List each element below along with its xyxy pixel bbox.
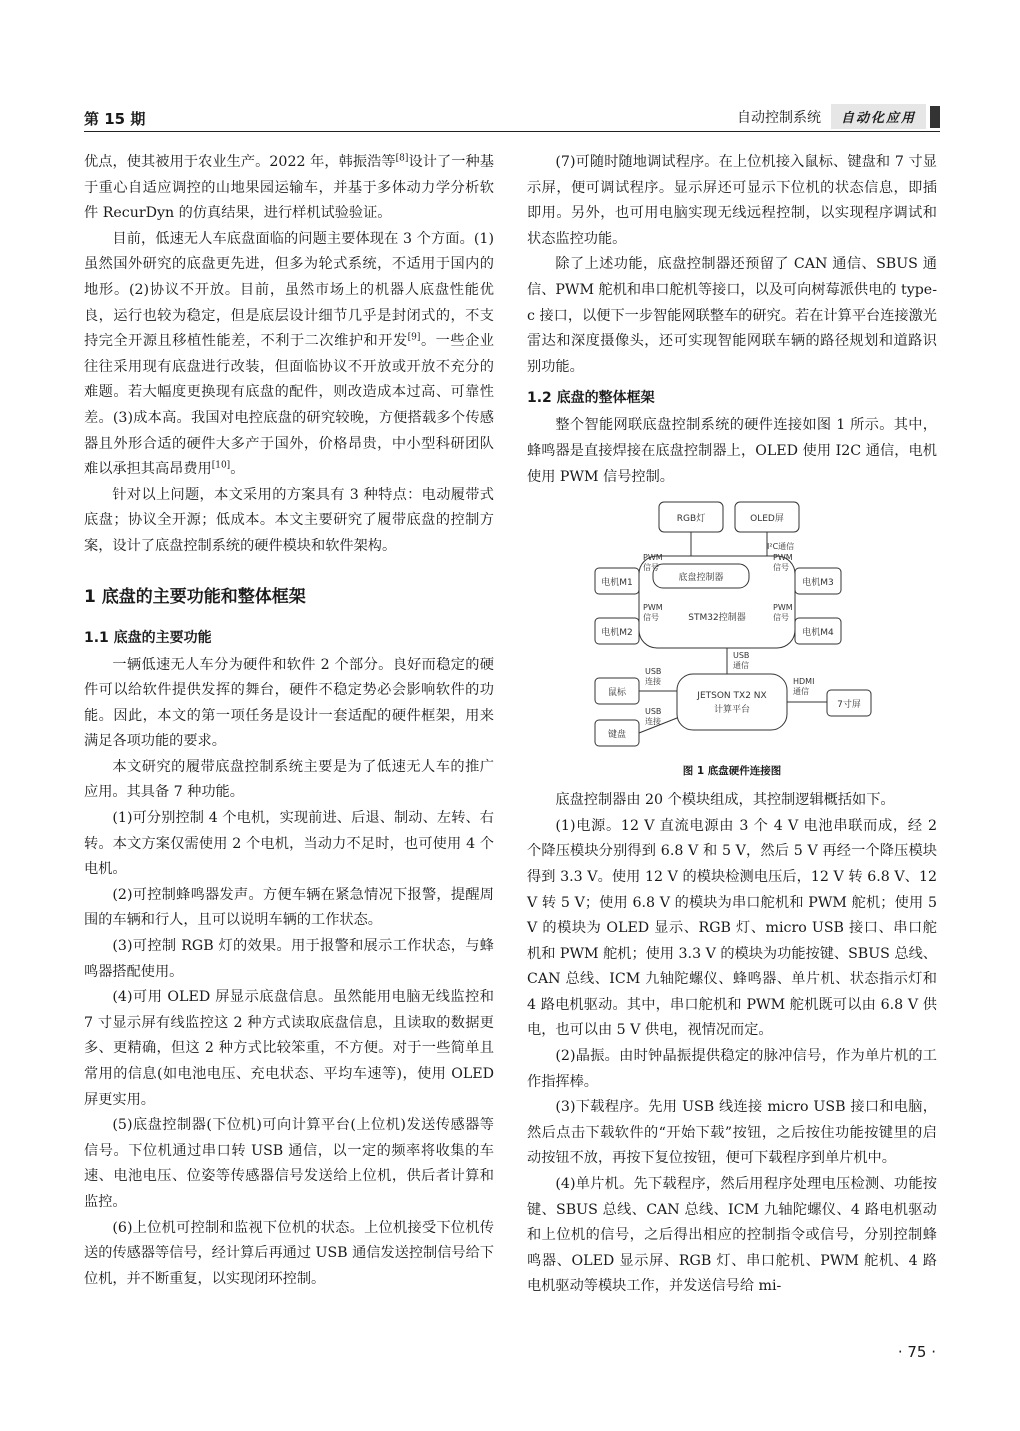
jetson-label: JETSON TX2 NX [697,691,767,702]
paragraph: (7)可随时随地调试程序。在上位机接入鼠标、键盘和 7 寸显示屏，便可调试程序。显示屏还可显示下位机的状态信息，即插即用。另外，也可用电脑实现无线远程控制，以实现程序调试和状态监控功能。 [527,154,937,247]
paragraph: 除了上述功能，底盘控制器还预留了 CAN 通信、SBUS 通信、PWM 舵机和串口舵机等接口，以及可向树莓派供电的 type-c 接口，以便下一步智能网联整车的研究。若在计算平台连接激光雷达和深度摄像头，还可实现智能网联车辆的路径规划和道路识别功能。 [527,256,937,375]
page-header-issue: 第 15 期 [84,110,146,128]
controller-outer-box [639,556,795,648]
paragraph: (5)底盘控制器(下位机)可向计算平台(上位机)发送传感器等信号。下位机通过串口转 USB 通信，以一定的频率将收集的车速、电池电压、位姿等传感器信号发送给上位机，供后者计算和监控。 [84,1117,494,1210]
hdmi-label-b: 通信 [793,687,809,697]
section-heading: 1 底盘的主要功能和整体框架 [84,586,306,607]
mouse-label: 鼠标 [607,688,627,699]
right-column [527,150,937,1300]
pwm-right2: PWM [773,603,793,613]
pwm-right1: PWM [773,553,793,563]
usb-left2b: 连接 [645,717,661,727]
paragraph: (1)可分别控制 4 个电机，实现前进、后退、制动、左转、右转。本文方案仅需使用 2 个电机，当动力不足时，也可使用 4 个电机。 [84,810,494,878]
header-rule [84,131,940,132]
motor-m1-label: 电机M1 [601,578,633,589]
pwm-left2b: 信号 [643,613,659,623]
jetson-sub: 计算平台 [713,705,751,716]
oled-label: OLED屏 [750,514,784,525]
hdmi-label: HDMI [793,677,815,687]
usb-left1: USB [645,667,662,677]
motor-m2-label: 电机M2 [601,628,633,639]
paragraph: (6)上位机可控制和监视下位机的状态。上位机接受下位机传送的传感器等信号，经计算后再通过 USB 通信发送控制信号给下位机，并不断重复，以实现闭环控制。 [84,1219,494,1287]
paragraph: 底盘控制器由 20 个模块组成，其控制逻辑概括如下。 [555,792,895,809]
citation: [9] [407,332,421,343]
paragraph: 一辆低速无人车分为硬件和软件 2 个部分。良好而稳定的硬件可以给软件提供发挥的舞台，硬件不稳定势必会影响软件的功能。因此，本文的第一项任务是设计一套适配的硬件框架，用来满足各项功能的要求。 [84,656,494,750]
usb-comm-b: 通信 [733,661,749,671]
subsection-heading: 1.2 底盘的整体框架 [527,390,655,407]
hardware-diagram [527,498,937,756]
citation: [8] [395,153,409,164]
paragraph: (3)下载程序。先用 USB 线连接 micro USB 接口和电脑，然后点击下载软件的“开始下载”按钮，之后按住功能按键里的启动按钮不放，再按下复位按钮，便可下载程序到单片机中。 [527,1099,937,1167]
paragraph: (2)晶振。由时钟晶振提供稳定的脉冲信号，作为单片机的工作指挥棒。 [527,1048,937,1090]
paragraph: 优点，使其被用于农业生产。2022 年，韩振浩等[8]设计了一种基于重心自适应调控的山地果园运输车，并基于多体动力学分析软件 RecurDyn 的仿真结果，进行样机试验验证。 [84,153,494,222]
paragraph: (1)电源。12 V 直流电源由 3 个 4 V 电池串联而成，经 2 个降压模块分别得到 6.8 V 和 5 V，然后 5 V 再经一个降压模块得到 3.3 V。使用 12 V 的模块检测电压后，12 V 转 6.8 V、12 V 转 5 V；使用 6.8 V 的模块为串口舵机和 PWM 舵机；使用 5 V 的模块为 OLED 显示、RGB 灯、micro USB 接口、串口舵机和 PWM 舵机；使用 3.3 V 的模块为功能按键、SBUS 总线、CAN 总线、ICM 九轴陀螺仪、蜂鸣器、单片机、状态指示灯和 4 路电机驱动。其中，串口舵机和 PWM 舵机既可以由 6.8 V 供电，也可以由 5 V 供电，视情况而定。 [527,817,937,1039]
journal-section: 自动控制系统 [736,109,821,126]
usb-comm: USB [733,651,750,661]
page-number: · 75 · [897,1343,936,1361]
subsection-heading: 1.1 底盘的主要功能 [84,629,212,646]
motor-m4-label: 电机M4 [802,628,834,639]
paragraph: 整个智能网联底盘控制系统的硬件连接如图 1 所示。其中，蜂鸣器是直接焊接在底盘控制器上，OLED 使用 I2C 通信，电机使用 PWM 信号控制。 [527,417,937,485]
keyboard-label: 键盘 [607,730,627,741]
paragraph: 针对以上问题，本文采用的方案具有 3 种特点：电动履带式底盘；协议全开源；低成本。本文主要研究了履带底盘的控制方案，设计了底盘控制系统的硬件模块和软件架构。 [84,486,494,554]
pwm-left1: PWM [643,553,663,563]
i2c-label: I²C通信 [767,542,795,552]
mcu-label: STM32控制器 [688,613,746,624]
usb-left2: USB [645,707,662,717]
screen-label: 7寸屏 [837,700,861,711]
paragraph: (3)可控制 RGB 灯的效果。用于报警和展示工作状态，与蜂鸣器搭配使用。 [84,938,494,980]
jetson-box [677,674,787,730]
page-header-right [737,104,940,129]
figure-caption: 图 1 底盘硬件连接图 [682,765,782,778]
paragraph: (2)可控制蜂鸣器发声。方便车辆在紧急情况下报警，提醒周围的车辆和行人，且可以说明车辆的工作状态。 [84,886,494,929]
pwm-left2: PWM [643,603,663,613]
motor-m3-label: 电机M3 [802,578,834,589]
journal-tag: 自动化应用 [831,104,926,129]
citation: [10] [211,460,231,471]
pwm-right2b: 信号 [773,613,789,623]
diagram-svg [527,498,937,756]
pwm-right1b: 信号 [773,563,789,573]
paragraph: (4)单片机。先下载程序，然后用程序处理电压检测、功能按键、SBUS 总线、CAN 总线、ICM 九轴陀螺仪、4 路电机驱动和上位机的信号，之后得出相应的控制指令或信号，分别控制蜂鸣器、OLED 显示屏、RGB 灯、串口舵机、PWM 舵机、4 路电机驱动等模块工作，并发送信号给 mi- [527,1176,937,1295]
usb-left1b: 连接 [645,677,661,687]
paragraph: 目前，低速无人车底盘面临的问题主要体现在 3 个方面。(1)虽然国外研究的底盘更先进，但多为轮式系统，不适用于国内的地形。(2)协议不开放。目前，虽然市场上的机器人底盘性能优良，运行也较为稳定，但是底层设计细节几乎是封闭式的，不支持完全开源且移植性能差，不利于二次维护和开发[9]。一些企业往往采用现有底盘进行改装，但面临协议不开放或开放不充分的难题。若大幅度更换现有底盘的配件，则改造成本过高、可靠性差。(3)成本高。我国对电控底盘的研究较晚，方便搭载多个传感器且外形合适的硬件大多产于国外，价格昂贵，中小型科研团队难以承担其高昂费用[10]。 [84,230,494,478]
controller-label: 底盘控制器 [678,573,724,584]
rgb-label: RGB灯 [676,514,706,525]
paragraph: (4)可用 OLED 屏显示底盘信息。虽然能用电脑无线监控和 7 寸显示屏有线监控这 2 种方式读取底盘信息，且读取的数据更多、更精确，但这 2 种方式比较笨重，不方便。对于一些简单且常用的信息(如电池电压、充电状态、平均车速等)，使用 OLED 屏更实用。 [84,989,494,1108]
pwm-left1b: 信号 [643,563,659,573]
header-bar [930,106,940,128]
left-column [84,150,494,1292]
paragraph: 本文研究的履带底盘控制系统主要是为了低速无人车的推广应用。其具备 7 种功能。 [84,758,494,801]
